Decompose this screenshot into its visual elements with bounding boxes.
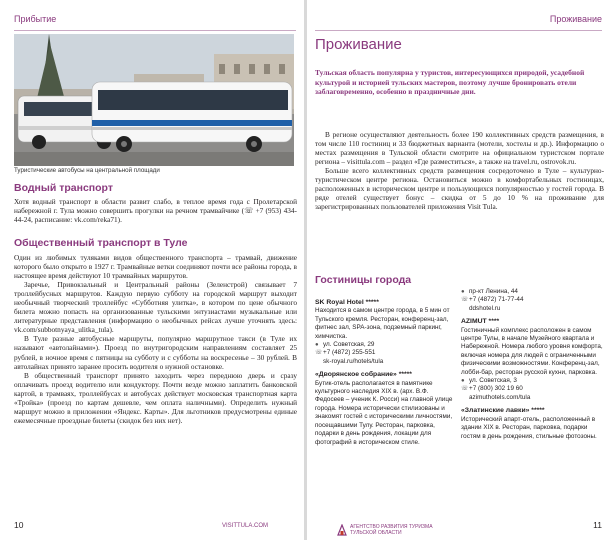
page-number-right: 11 bbox=[593, 520, 602, 530]
section-header-arrival: Прибытие bbox=[14, 14, 296, 31]
trolleybus-paragraph: Заречье, Привокзальный и Центральный районы (Зеленстрой) связывает 7 троллейбусных маршрутов. Каждую первую субботу на городской маршрут выходит необычный творческий троллейбус «Субботняя улитка», в котором по цене обычного билета можно попасть на организованные тульскими энтузиастами музыкальные или литературные представления (информацию о необычных рейсах лучше уточнять здесь: vk.com/subbotnyaya_ulitka_tula). bbox=[14, 280, 297, 335]
water-paragraph: Хотя водный транспорт в области развит слабо, в теплое время года с Пролетарской набережной г. Тула можно совершить прогулки на речном трамвайчике (☏ +7 (953) 434-44-24, расписание: vk.com/reka71). bbox=[14, 197, 297, 225]
hotel-name-sk-royal: SK Royal Hotel ***** bbox=[315, 299, 379, 306]
hotel-phone-dvoryanskoe: ☏ +7 (4872) 71-77-44 bbox=[461, 296, 524, 304]
tram-paragraph: Один из любимых туляками видов общественного транспорта – трамвай, движение которого было открыто в 1927 г. Трамвайные ветки соединяют почти все районы города, в настоящее время действуют 10 трамвайных маршрутов. bbox=[14, 253, 297, 281]
page-number-left: 10 bbox=[14, 520, 24, 530]
map-pin-icon: ● bbox=[461, 378, 465, 385]
phone-icon: ☏ bbox=[461, 297, 469, 304]
hotel-name-zlatinskie: «Златинские лавки» ***** bbox=[461, 407, 545, 415]
hotel-web-sk-royal[interactable]: sk-royal.ru/hotels/tula bbox=[323, 357, 384, 365]
accommodation-text bbox=[315, 130, 604, 211]
hotel-web-dvoryanskoe[interactable]: ddshotel.ru bbox=[469, 304, 501, 312]
buses-square-image bbox=[14, 34, 294, 166]
agency-name: АГЕНТСТВО РАЗВИТИЯ ТУРИЗМА ТУЛЬСКОЙ ОБЛАСТИ bbox=[350, 524, 433, 536]
heading-water-transport: Водный транспорт bbox=[14, 182, 113, 194]
hotels-column-left bbox=[315, 299, 455, 447]
bus-paragraph: В Туле разные автобусные маршруты, популярно маршрутное такси (в Туле их называют «автолайнами»). Проезд по внутригородским направлениям составляет 25 рублей, в ночное время с пятницы на субботу и с субботы на воскресенье – 30 рублей. В автолайнах принято заранее просить водителя о нужной остановке. bbox=[14, 334, 297, 371]
hotel-name-azimut: AZIMUT **** bbox=[461, 318, 500, 326]
hotel-desc-sk-royal: Находится в самом центре города, в 5 мин от Тульского кремля. Ресторан, конференц-зал, фитнес зал, SPA-зона, подземный паркинг, химчистка. bbox=[315, 307, 450, 340]
payment-paragraph: В общественный транспорт принято заходить через переднюю дверь и сразу оплачивать проезд водителю или кондуктору. Почти везде можно заплатить банковской картой, в трамваях, троллейбусах и автобусах действует московская транспортная карта «Тройка» (проезд по картам дешевле, чем оплата наличными). Определить нужный маршрут можно в приложении «Яндекс. Карты». Для льготников предусмотрены единые ежемесячные проездные билеты (скидок без них нет). bbox=[14, 370, 297, 425]
agency-logo bbox=[337, 524, 433, 536]
map-pin-icon: ● bbox=[461, 289, 465, 295]
photo-caption: Туристические автобусы на центральной площади bbox=[14, 167, 160, 174]
hotel-desc-dvoryanskoe: Бутик-отель располагается в памятнике культурного наследия XIX в. (арх. В.Ф. Федосеев – ученик К. Росси) на главной улице города. Номера исторически стилизованы и знакомят гостей с историческими личностями, посещавшими Тулу. Ресторан, парковка, подарки в день рождения, локации для фотографий в историческом стиле. bbox=[315, 379, 453, 446]
hotel-address-sk-royal: ● ул. Советская, 29 bbox=[315, 341, 375, 349]
phone-icon: ☏ bbox=[315, 350, 323, 357]
bus-photo bbox=[14, 34, 294, 166]
accommodation-paragraph-2: Больше всего коллективных средств размещения сосредоточено в Туле – культурно-туристическом центре региона. Остановиться можно в комфортабельных гостиницах, расположенных в историческом центре и пользующихся популярностью у гостей города. В ряде отелей существует бонус – скидка от 5 до 10 % на проживание для зарегистрированных пользователей приложения Visit Tula. bbox=[315, 166, 604, 212]
hotel-address-dvoryanskoe: ● пр-кт Ленина, 44 bbox=[461, 288, 518, 295]
hotel-desc-zlatinskie: Исторический апарт-отель, расположенный в здании XIX в. Ресторан, парковка, подарки гостям в день рождения, стильные фотозоны. bbox=[461, 415, 597, 440]
hotels-column-right bbox=[461, 288, 606, 441]
left-page bbox=[0, 0, 304, 540]
lead-paragraph: Тульская область популярна у туристов, интересующихся природой, усадебной культурой и историей тульских мастеров, поэтому лучше бронировать отели заблаговременно, особенно в праздничные дни. bbox=[315, 68, 585, 97]
hotel-web-azimut[interactable]: azimuthotels.com/tula bbox=[469, 393, 531, 401]
agency-emblem-icon bbox=[337, 524, 347, 536]
hotel-phone-azimut: ☏ +7 (800) 302 19 60 bbox=[461, 385, 523, 393]
water-transport-text bbox=[14, 197, 297, 224]
hotel-desc-azimut: Гостиничный комплекс расположен в самом центре Тулы, в начале Музейного квартала и Набережной. Номера любого уровня комфорта, включая номера для людей с ограниченными физическими возможностями. Конференц-зал, лобби-бар, ресторан русской кухни, парковка. bbox=[461, 326, 603, 376]
hotel-address-azimut: ● ул. Советская, 3 bbox=[461, 377, 517, 385]
page-title: Проживание bbox=[315, 36, 402, 53]
hotel-name-dvoryanskoe: «Дворянское собрание» ***** bbox=[315, 371, 412, 379]
accommodation-paragraph-1: В регионе осуществляют деятельность более 190 коллективных средств размещения, в том числе 110 гостиниц и 33 бюджетных варианта (мотели, хостелы и др.). Информацию о местах размещения в Тульской области смотрите на официальном туристском портале региона – visittula.com – раздел «Где разместиться», а также на travel.ru, ostrovok.ru. bbox=[315, 130, 604, 167]
heading-public-transport: Общественный транспорт в Туле bbox=[14, 237, 188, 249]
site-link: VISITTULA.COM bbox=[221, 523, 268, 529]
phone-icon: ☏ bbox=[461, 386, 469, 393]
heading-hotels: Гостиницы города bbox=[315, 274, 412, 286]
section-header-accommodation: Проживание bbox=[315, 14, 602, 31]
map-pin-icon: ● bbox=[315, 342, 319, 349]
right-page bbox=[307, 0, 614, 540]
public-transport-text bbox=[14, 253, 297, 425]
hotel-phone-sk-royal: ☏ +7 (4872) 255-551 bbox=[315, 349, 376, 357]
